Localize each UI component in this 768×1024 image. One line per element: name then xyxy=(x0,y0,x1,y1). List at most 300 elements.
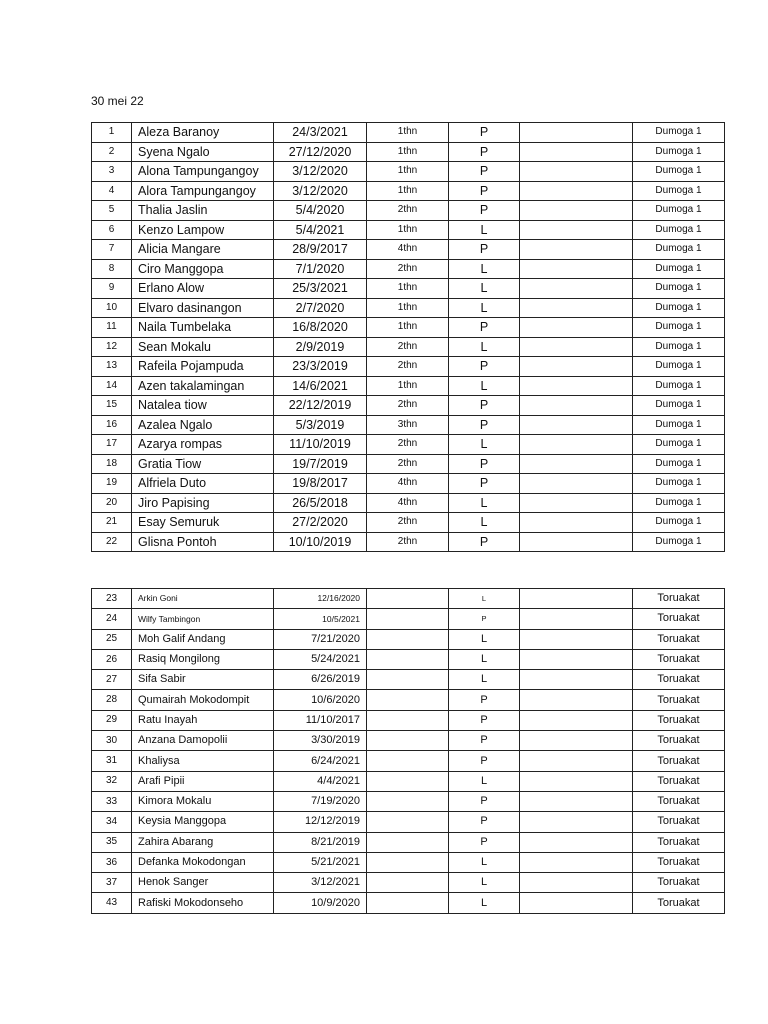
empty-cell-cell xyxy=(520,298,633,318)
sex-cell: P xyxy=(449,181,520,201)
age-cell xyxy=(367,873,449,893)
birth-date-cell: 7/21/2020 xyxy=(274,629,367,649)
empty-cell-cell xyxy=(520,812,633,832)
location-cell: Dumoga 1 xyxy=(633,142,725,162)
child-name-cell: Syena Ngalo xyxy=(132,142,274,162)
row-number-cell: 29 xyxy=(92,710,132,730)
child-name-cell: Khaliysa xyxy=(132,751,274,771)
child-name-cell: Elvaro dasinangon xyxy=(132,298,274,318)
empty-cell-cell xyxy=(520,376,633,396)
child-name-cell: Wilfy Tambingon xyxy=(132,609,274,629)
age-cell xyxy=(367,832,449,852)
table-row xyxy=(92,474,725,494)
birth-date-cell: 12/12/2019 xyxy=(274,812,367,832)
location-cell: Dumoga 1 xyxy=(633,318,725,338)
birth-date-cell: 11/10/2017 xyxy=(274,710,367,730)
age-cell: 1thn xyxy=(367,123,449,143)
age-cell: 1thn xyxy=(367,279,449,299)
empty-cell-cell xyxy=(520,318,633,338)
table-row xyxy=(92,220,725,240)
age-cell: 1thn xyxy=(367,318,449,338)
table-row xyxy=(92,298,725,318)
age-cell: 2thn xyxy=(367,357,449,377)
row-number-cell: 2 xyxy=(92,142,132,162)
age-cell: 2thn xyxy=(367,396,449,416)
row-number-cell: 10 xyxy=(92,298,132,318)
row-number-cell: 3 xyxy=(92,162,132,182)
location-cell: Dumoga 1 xyxy=(633,435,725,455)
age-cell: 2thn xyxy=(367,201,449,221)
empty-cell-cell xyxy=(520,415,633,435)
location-cell: Toruakat xyxy=(633,589,725,609)
age-cell xyxy=(367,589,449,609)
empty-cell-cell xyxy=(520,201,633,221)
location-cell: Dumoga 1 xyxy=(633,220,725,240)
age-cell: 2thn xyxy=(367,337,449,357)
birth-date-cell: 6/26/2019 xyxy=(274,670,367,690)
child-name-cell: Alona Tampungangoy xyxy=(132,162,274,182)
sex-cell: L xyxy=(449,771,520,791)
table-row xyxy=(92,376,725,396)
sex-cell: P xyxy=(449,832,520,852)
age-cell: 2thn xyxy=(367,454,449,474)
location-cell: Dumoga 1 xyxy=(633,240,725,260)
sex-cell: L xyxy=(449,298,520,318)
table-row xyxy=(92,181,725,201)
child-name-cell: Anzana Damopolii xyxy=(132,731,274,751)
birth-date-cell: 10/9/2020 xyxy=(274,893,367,913)
age-cell xyxy=(367,670,449,690)
age-cell: 1thn xyxy=(367,181,449,201)
birth-date-cell: 14/6/2021 xyxy=(274,376,367,396)
age-cell xyxy=(367,771,449,791)
table-row xyxy=(92,609,725,629)
row-number-cell: 17 xyxy=(92,435,132,455)
sex-cell: L xyxy=(449,649,520,669)
birth-date-cell: 24/3/2021 xyxy=(274,123,367,143)
age-cell xyxy=(367,609,449,629)
age-cell: 1thn xyxy=(367,220,449,240)
location-cell: Toruakat xyxy=(633,751,725,771)
child-name-cell: Azen takalamingan xyxy=(132,376,274,396)
empty-cell-cell xyxy=(520,123,633,143)
table-row xyxy=(92,415,725,435)
birth-date-cell: 3/12/2021 xyxy=(274,873,367,893)
age-cell: 2thn xyxy=(367,259,449,279)
table-row xyxy=(92,812,725,832)
birth-date-cell: 23/3/2019 xyxy=(274,357,367,377)
birth-date-cell: 26/5/2018 xyxy=(274,493,367,513)
row-number-cell: 23 xyxy=(92,589,132,609)
child-name-cell: Qumairah Mokodompit xyxy=(132,690,274,710)
table-row xyxy=(92,771,725,791)
empty-cell-cell xyxy=(520,832,633,852)
location-cell: Dumoga 1 xyxy=(633,259,725,279)
empty-cell-cell xyxy=(520,852,633,872)
table-row xyxy=(92,142,725,162)
sex-cell: L xyxy=(449,852,520,872)
sex-cell: L xyxy=(449,220,520,240)
table-row xyxy=(92,435,725,455)
sex-cell: P xyxy=(449,454,520,474)
child-name-cell: Kenzo Lampow xyxy=(132,220,274,240)
empty-cell-cell xyxy=(520,791,633,811)
sex-cell: P xyxy=(449,690,520,710)
birth-date-cell: 22/12/2019 xyxy=(274,396,367,416)
location-cell: Toruakat xyxy=(633,771,725,791)
birth-date-cell: 7/19/2020 xyxy=(274,791,367,811)
empty-cell-cell xyxy=(520,162,633,182)
birth-date-cell: 19/8/2017 xyxy=(274,474,367,494)
sex-cell: P xyxy=(449,710,520,730)
age-cell: 2thn xyxy=(367,435,449,455)
table-row xyxy=(92,791,725,811)
table-row xyxy=(92,162,725,182)
age-cell: 1thn xyxy=(367,162,449,182)
empty-cell-cell xyxy=(520,279,633,299)
table-row xyxy=(92,731,725,751)
birth-date-cell: 2/7/2020 xyxy=(274,298,367,318)
empty-cell-cell xyxy=(520,474,633,494)
birth-date-cell: 27/2/2020 xyxy=(274,513,367,533)
table-row xyxy=(92,690,725,710)
child-name-cell: Rafeila Pojampuda xyxy=(132,357,274,377)
table-row xyxy=(92,751,725,771)
child-name-cell: Alicia Mangare xyxy=(132,240,274,260)
table-row xyxy=(92,893,725,913)
sex-cell: P xyxy=(449,812,520,832)
birth-date-cell: 27/12/2020 xyxy=(274,142,367,162)
row-number-cell: 28 xyxy=(92,690,132,710)
empty-cell-cell xyxy=(520,629,633,649)
table-row xyxy=(92,357,725,377)
location-cell: Toruakat xyxy=(633,629,725,649)
table-row xyxy=(92,318,725,338)
location-cell: Dumoga 1 xyxy=(633,474,725,494)
location-cell: Dumoga 1 xyxy=(633,357,725,377)
table-row xyxy=(92,629,725,649)
birth-date-cell: 5/21/2021 xyxy=(274,852,367,872)
location-cell: Dumoga 1 xyxy=(633,279,725,299)
location-cell: Toruakat xyxy=(633,812,725,832)
sex-cell: P xyxy=(449,791,520,811)
child-name-cell: Arafi Pipii xyxy=(132,771,274,791)
sex-cell: P xyxy=(449,532,520,552)
child-name-cell: Ratu Inayah xyxy=(132,710,274,730)
empty-cell-cell xyxy=(520,710,633,730)
empty-cell-cell xyxy=(520,670,633,690)
birth-date-cell: 5/3/2019 xyxy=(274,415,367,435)
sex-cell: P xyxy=(449,318,520,338)
sex-cell: L xyxy=(449,279,520,299)
row-number-cell: 1 xyxy=(92,123,132,143)
row-number-cell: 31 xyxy=(92,751,132,771)
empty-cell-cell xyxy=(520,731,633,751)
child-name-cell: Esay Semuruk xyxy=(132,513,274,533)
sex-cell: L xyxy=(449,589,520,609)
location-cell: Toruakat xyxy=(633,791,725,811)
sex-cell: L xyxy=(449,337,520,357)
sex-cell: L xyxy=(449,376,520,396)
age-cell xyxy=(367,812,449,832)
sex-cell: L xyxy=(449,670,520,690)
empty-cell-cell xyxy=(520,751,633,771)
table-row xyxy=(92,649,725,669)
age-cell: 4thn xyxy=(367,474,449,494)
age-cell: 1thn xyxy=(367,298,449,318)
empty-cell-cell xyxy=(520,649,633,669)
location-cell: Toruakat xyxy=(633,893,725,913)
location-cell: Dumoga 1 xyxy=(633,454,725,474)
row-number-cell: 15 xyxy=(92,396,132,416)
sex-cell: P xyxy=(449,123,520,143)
age-cell xyxy=(367,710,449,730)
empty-cell-cell xyxy=(520,873,633,893)
sex-cell: P xyxy=(449,415,520,435)
location-cell: Dumoga 1 xyxy=(633,201,725,221)
birth-date-cell: 12/16/2020 xyxy=(274,589,367,609)
row-number-cell: 19 xyxy=(92,474,132,494)
empty-cell-cell xyxy=(520,690,633,710)
empty-cell-cell xyxy=(520,893,633,913)
row-number-cell: 27 xyxy=(92,670,132,690)
row-number-cell: 21 xyxy=(92,513,132,533)
child-name-cell: Aleza Baranoy xyxy=(132,123,274,143)
location-cell: Toruakat xyxy=(633,609,725,629)
row-number-cell: 26 xyxy=(92,649,132,669)
row-number-cell: 16 xyxy=(92,415,132,435)
sex-cell: P xyxy=(449,142,520,162)
row-number-cell: 12 xyxy=(92,337,132,357)
row-number-cell: 13 xyxy=(92,357,132,377)
row-number-cell: 20 xyxy=(92,493,132,513)
row-number-cell: 18 xyxy=(92,454,132,474)
location-cell: Dumoga 1 xyxy=(633,162,725,182)
age-cell xyxy=(367,690,449,710)
empty-cell-cell xyxy=(520,240,633,260)
table-row xyxy=(92,832,725,852)
child-name-cell: Defanka Mokodongan xyxy=(132,852,274,872)
location-cell: Dumoga 1 xyxy=(633,415,725,435)
child-name-cell: Keysia Manggopa xyxy=(132,812,274,832)
row-number-cell: 33 xyxy=(92,791,132,811)
age-cell: 1thn xyxy=(367,376,449,396)
birth-date-cell: 10/6/2020 xyxy=(274,690,367,710)
sex-cell: L xyxy=(449,513,520,533)
location-cell: Toruakat xyxy=(633,852,725,872)
sex-cell: P xyxy=(449,396,520,416)
birth-date-cell: 19/7/2019 xyxy=(274,454,367,474)
row-number-cell: 22 xyxy=(92,532,132,552)
location-cell: Dumoga 1 xyxy=(633,513,725,533)
empty-cell-cell xyxy=(520,589,633,609)
location-cell: Dumoga 1 xyxy=(633,298,725,318)
birth-date-cell: 10/10/2019 xyxy=(274,532,367,552)
age-cell: 4thn xyxy=(367,240,449,260)
child-name-cell: Gratia Tiow xyxy=(132,454,274,474)
birth-date-cell: 11/10/2019 xyxy=(274,435,367,455)
age-cell xyxy=(367,649,449,669)
empty-cell-cell xyxy=(520,435,633,455)
birth-date-cell: 5/4/2020 xyxy=(274,201,367,221)
age-cell xyxy=(367,629,449,649)
registry-table-dumoga xyxy=(91,122,725,552)
row-number-cell: 43 xyxy=(92,893,132,913)
child-name-cell: Azalea Ngalo xyxy=(132,415,274,435)
birth-date-cell: 4/4/2021 xyxy=(274,771,367,791)
row-number-cell: 32 xyxy=(92,771,132,791)
row-number-cell: 34 xyxy=(92,812,132,832)
empty-cell-cell xyxy=(520,609,633,629)
child-name-cell: Henok Sanger xyxy=(132,873,274,893)
table-row xyxy=(92,201,725,221)
empty-cell-cell xyxy=(520,357,633,377)
location-cell: Toruakat xyxy=(633,832,725,852)
child-name-cell: Natalea tiow xyxy=(132,396,274,416)
empty-cell-cell xyxy=(520,493,633,513)
row-number-cell: 11 xyxy=(92,318,132,338)
location-cell: Toruakat xyxy=(633,710,725,730)
birth-date-cell: 16/8/2020 xyxy=(274,318,367,338)
location-cell: Dumoga 1 xyxy=(633,123,725,143)
location-cell: Toruakat xyxy=(633,690,725,710)
row-number-cell: 7 xyxy=(92,240,132,260)
location-cell: Dumoga 1 xyxy=(633,493,725,513)
document-date: 30 mei 22 xyxy=(91,94,144,108)
child-name-cell: Moh Galif Andang xyxy=(132,629,274,649)
location-cell: Toruakat xyxy=(633,670,725,690)
age-cell: 1thn xyxy=(367,142,449,162)
child-name-cell: Glisna Pontoh xyxy=(132,532,274,552)
age-cell: 2thn xyxy=(367,532,449,552)
registry-table-toruakat xyxy=(91,588,725,914)
empty-cell-cell xyxy=(520,532,633,552)
row-number-cell: 24 xyxy=(92,609,132,629)
empty-cell-cell xyxy=(520,771,633,791)
sex-cell: P xyxy=(449,474,520,494)
sex-cell: L xyxy=(449,629,520,649)
location-cell: Dumoga 1 xyxy=(633,396,725,416)
table-row xyxy=(92,123,725,143)
location-cell: Dumoga 1 xyxy=(633,532,725,552)
sex-cell: P xyxy=(449,201,520,221)
age-cell xyxy=(367,751,449,771)
row-number-cell: 14 xyxy=(92,376,132,396)
child-name-cell: Thalia Jaslin xyxy=(132,201,274,221)
sex-cell: L xyxy=(449,435,520,455)
birth-date-cell: 3/12/2020 xyxy=(274,181,367,201)
age-cell: 2thn xyxy=(367,513,449,533)
empty-cell-cell xyxy=(520,142,633,162)
child-name-cell: Sifa Sabir xyxy=(132,670,274,690)
location-cell: Toruakat xyxy=(633,873,725,893)
table-row xyxy=(92,493,725,513)
birth-date-cell: 10/5/2021 xyxy=(274,609,367,629)
location-cell: Toruakat xyxy=(633,649,725,669)
birth-date-cell: 25/3/2021 xyxy=(274,279,367,299)
child-name-cell: Ciro Manggopa xyxy=(132,259,274,279)
child-name-cell: Kimora Mokalu xyxy=(132,791,274,811)
sex-cell: L xyxy=(449,259,520,279)
birth-date-cell: 7/1/2020 xyxy=(274,259,367,279)
age-cell: 4thn xyxy=(367,493,449,513)
table-row xyxy=(92,454,725,474)
empty-cell-cell xyxy=(520,337,633,357)
row-number-cell: 25 xyxy=(92,629,132,649)
age-cell: 3thn xyxy=(367,415,449,435)
location-cell: Dumoga 1 xyxy=(633,337,725,357)
sex-cell: L xyxy=(449,493,520,513)
row-number-cell: 6 xyxy=(92,220,132,240)
birth-date-cell: 6/24/2021 xyxy=(274,751,367,771)
sex-cell: L xyxy=(449,873,520,893)
row-number-cell: 36 xyxy=(92,852,132,872)
table-row xyxy=(92,873,725,893)
table-row xyxy=(92,337,725,357)
sex-cell: P xyxy=(449,609,520,629)
sex-cell: P xyxy=(449,751,520,771)
table-row xyxy=(92,240,725,260)
sex-cell: P xyxy=(449,162,520,182)
age-cell xyxy=(367,791,449,811)
table-row xyxy=(92,670,725,690)
row-number-cell: 5 xyxy=(92,201,132,221)
table-row xyxy=(92,513,725,533)
row-number-cell: 9 xyxy=(92,279,132,299)
child-name-cell: Azarya rompas xyxy=(132,435,274,455)
table-row xyxy=(92,396,725,416)
row-number-cell: 8 xyxy=(92,259,132,279)
child-name-cell: Arkin Goni xyxy=(132,589,274,609)
empty-cell-cell xyxy=(520,454,633,474)
empty-cell-cell xyxy=(520,181,633,201)
age-cell xyxy=(367,893,449,913)
sex-cell: P xyxy=(449,240,520,260)
row-number-cell: 37 xyxy=(92,873,132,893)
child-name-cell: Erlano Alow xyxy=(132,279,274,299)
empty-cell-cell xyxy=(520,513,633,533)
child-name-cell: Rafiski Mokodonseho xyxy=(132,893,274,913)
birth-date-cell: 5/4/2021 xyxy=(274,220,367,240)
child-name-cell: Rasiq Mongilong xyxy=(132,649,274,669)
birth-date-cell: 5/24/2021 xyxy=(274,649,367,669)
empty-cell-cell xyxy=(520,259,633,279)
table-row xyxy=(92,279,725,299)
child-name-cell: Zahira Abarang xyxy=(132,832,274,852)
location-cell: Dumoga 1 xyxy=(633,376,725,396)
location-cell: Toruakat xyxy=(633,731,725,751)
row-number-cell: 4 xyxy=(92,181,132,201)
birth-date-cell: 8/21/2019 xyxy=(274,832,367,852)
birth-date-cell: 3/30/2019 xyxy=(274,731,367,751)
location-cell: Dumoga 1 xyxy=(633,181,725,201)
birth-date-cell: 2/9/2019 xyxy=(274,337,367,357)
age-cell xyxy=(367,852,449,872)
sex-cell: P xyxy=(449,357,520,377)
table-row xyxy=(92,589,725,609)
empty-cell-cell xyxy=(520,396,633,416)
table-row xyxy=(92,532,725,552)
birth-date-cell: 3/12/2020 xyxy=(274,162,367,182)
row-number-cell: 30 xyxy=(92,731,132,751)
sex-cell: L xyxy=(449,893,520,913)
row-number-cell: 35 xyxy=(92,832,132,852)
child-name-cell: Jiro Papising xyxy=(132,493,274,513)
birth-date-cell: 28/9/2017 xyxy=(274,240,367,260)
age-cell xyxy=(367,731,449,751)
table-row xyxy=(92,852,725,872)
child-name-cell: Sean Mokalu xyxy=(132,337,274,357)
